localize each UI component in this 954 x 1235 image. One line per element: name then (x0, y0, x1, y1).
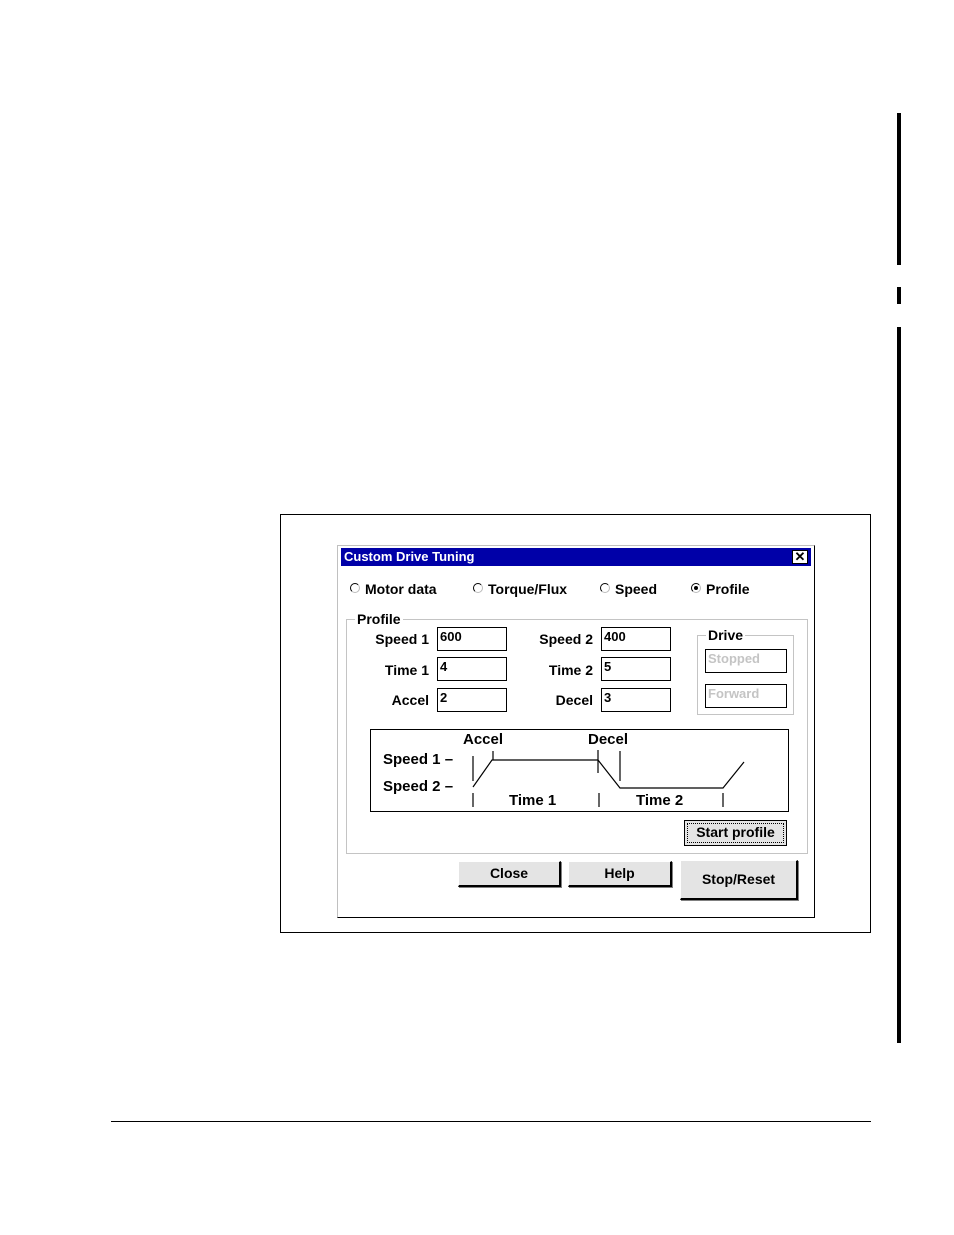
time2-input[interactable]: 5 (601, 657, 671, 681)
radio-label-profile: Profile (706, 581, 750, 597)
radio-label-speed: Speed (615, 581, 658, 597)
change-bar-middle (897, 287, 901, 304)
change-bar-top (897, 113, 901, 265)
start-profile-button[interactable] (684, 820, 787, 846)
radio-indicator (473, 583, 483, 593)
close-button[interactable]: Close (458, 861, 561, 887)
drive-group-label: Drive (708, 627, 744, 643)
radio-indicator-selected (691, 583, 701, 593)
speed1-input[interactable]: 600 (437, 627, 507, 651)
radio-indicator (600, 583, 610, 593)
decel-input[interactable]: 3 (601, 688, 671, 712)
diagram-time1-label: Time 1 (509, 792, 557, 809)
title-bar[interactable] (341, 548, 811, 566)
diagram-time2-label: Time 2 (636, 792, 684, 809)
start-profile-label: Start profile (687, 823, 784, 843)
speed2-input[interactable]: 400 (601, 627, 671, 651)
time1-label: Time 1 (384, 662, 429, 678)
close-icon[interactable]: ✕ (792, 550, 808, 564)
diagram-speed1-label: Speed 1 – (383, 751, 454, 768)
drive-group (697, 627, 794, 715)
drive-status-field: Stopped (705, 649, 787, 673)
drive-direction-field: Forward (705, 684, 787, 708)
decel-label: Decel (555, 692, 593, 708)
speed2-label: Speed 2 (539, 631, 593, 647)
dialog-title: Custom Drive Tuning (344, 549, 475, 564)
speed1-label: Speed 1 (375, 631, 429, 647)
diagram-decel-label: Decel (588, 731, 629, 748)
time2-label: Time 2 (548, 662, 593, 678)
footer-rule (111, 1121, 871, 1122)
radio-label-motor-data: Motor data (365, 581, 437, 597)
change-bar-bottom (897, 327, 901, 1043)
profile-group-label: Profile (357, 611, 401, 627)
custom-drive-tuning-dialog (337, 545, 815, 918)
accel-label: Accel (391, 692, 429, 708)
diagram-accel-label: Accel (463, 731, 504, 748)
stop-reset-button[interactable]: Stop/Reset (680, 860, 798, 900)
help-button[interactable]: Help (568, 861, 672, 887)
accel-input[interactable]: 2 (437, 688, 507, 712)
diagram-speed2-label: Speed 2 – (383, 778, 454, 795)
time1-input[interactable]: 4 (437, 657, 507, 681)
profile-diagram (370, 729, 789, 812)
speed-profile-curve (370, 729, 789, 812)
radio-label-torque-flux: Torque/Flux (488, 581, 568, 597)
radio-indicator (350, 583, 360, 593)
